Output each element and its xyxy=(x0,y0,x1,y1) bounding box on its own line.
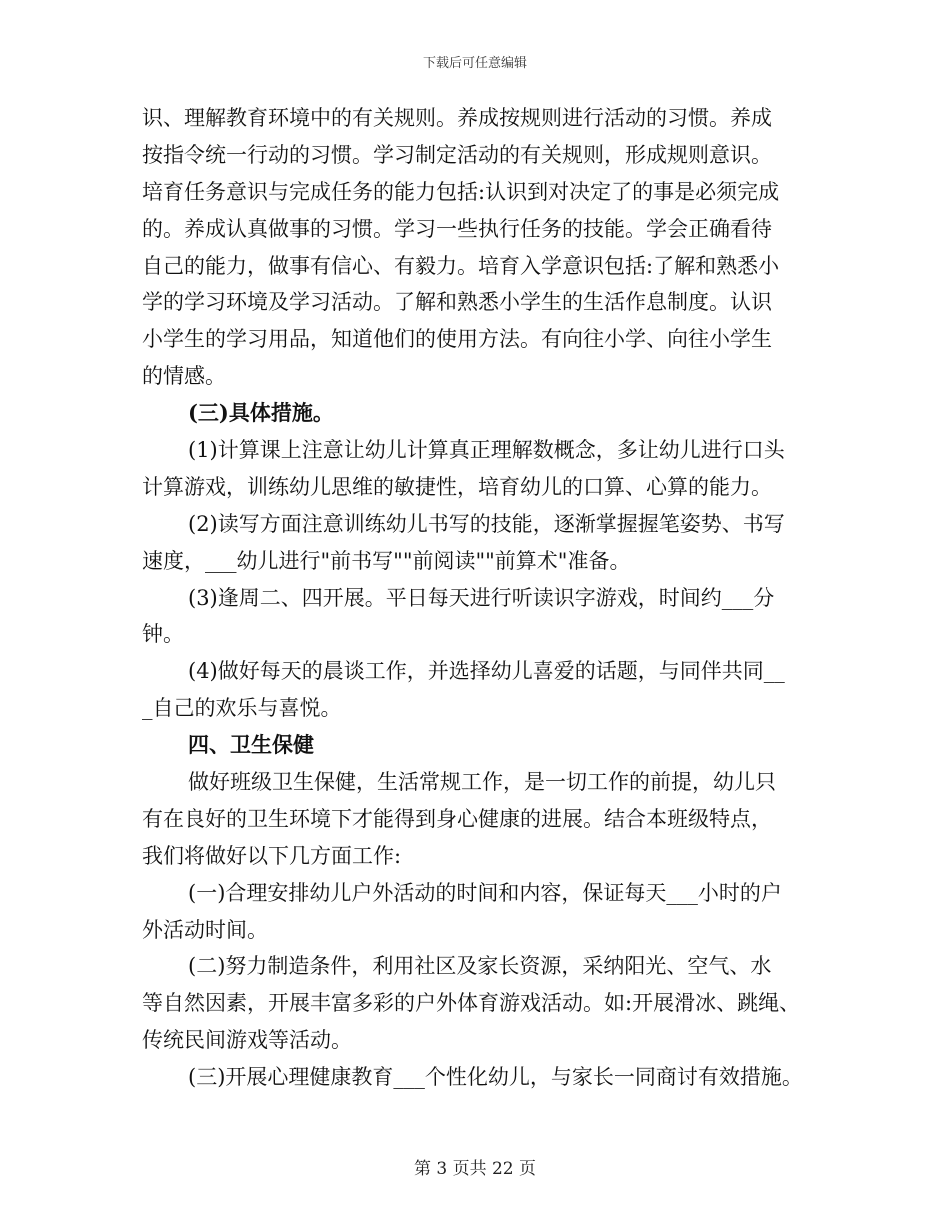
paragraph-line: 做好班级卫生保健，生活常规工作，是一切工作的前提，幼儿只 xyxy=(188,770,776,795)
paragraph-line: 钟。 xyxy=(142,622,184,647)
paragraph-line: 自己的能力，做事有信心、有毅力。培育入学意识包括:了解和熟悉小 xyxy=(142,253,780,278)
paragraph-line: 传统民间游戏等活动。 xyxy=(142,1028,352,1053)
paragraph-line: 培育任务意识与完成任务的能力包括:认识到对决定了的事是必须完成 xyxy=(142,179,780,204)
paragraph-line: 识、理解教育环境中的有关规则。养成按规则进行活动的习惯。养成 xyxy=(142,106,772,130)
paragraph-line: 外活动时间。 xyxy=(142,917,268,942)
paragraph-line: (3)逢周二、四开展。平日每天进行听读识字游戏，时间约___分 xyxy=(188,585,775,610)
paragraph-line: 按指令统一行动的习惯。学习制定活动的有关规则，形成规则意识。 xyxy=(142,142,772,167)
paragraph-line: (4)做好每天的晨谈工作，并选择幼儿喜爱的话题，与同伴共同__ xyxy=(188,659,785,684)
paragraph-line: 的情感。 xyxy=(142,364,226,389)
paragraph-line: 学的学习环境及学习活动。了解和熟悉小学生的生活作息制度。认识 xyxy=(142,290,772,315)
paragraph-line: 我们将做好以下几方面工作: xyxy=(142,843,402,868)
document-body xyxy=(142,100,832,1096)
paragraph-line: 的。养成认真做事的习惯。学习一些执行任务的技能。学会正确看待 xyxy=(142,216,772,241)
paragraph-line: (2)读写方面注意训练幼儿书写的技能，逐渐掌握握笔姿势、书写 xyxy=(188,511,785,536)
page-header: 下载后可任意编辑 xyxy=(422,56,527,71)
page-number: 第 3 页共 22 页 xyxy=(413,1159,537,1179)
section-heading: (三)具体措施。 xyxy=(188,400,334,426)
paragraph-line: _自己的欢乐与喜悦。 xyxy=(142,696,342,721)
paragraph-line: (一)合理安排幼儿户外活动的时间和内容，保证每天___小时的户 xyxy=(188,880,782,905)
paragraph-line: (1)计算课上注意让幼儿计算真正理解数概念，多让幼儿进行口头 xyxy=(188,438,785,463)
paragraph-line: (二)努力制造条件，利用社区及家长资源，采纳阳光、空气、水 xyxy=(188,954,772,979)
paragraph-line: 有在良好的卫生环境下才能得到身心健康的进展。结合本班级特点， xyxy=(142,806,772,831)
paragraph-line: (三)开展心理健康教育___个性化幼儿，与家长一同商讨有效措施。 xyxy=(188,1065,803,1090)
section-heading: 四、卫生保健 xyxy=(188,732,314,758)
paragraph-line: 等自然因素，开展丰富多彩的户外体育游戏活动。如:开展滑冰、跳绳、 xyxy=(142,991,801,1016)
paragraph-line: 计算游戏，训练幼儿思维的敏捷性，培育幼儿的口算、心算的能力。 xyxy=(142,474,772,499)
paragraph-line: 小学生的学习用品，知道他们的使用方法。有向往小学、向往小学生 xyxy=(142,327,772,352)
paragraph-line: 速度，___幼儿进行"前书写""前阅读""前算术"准备。 xyxy=(142,548,631,573)
